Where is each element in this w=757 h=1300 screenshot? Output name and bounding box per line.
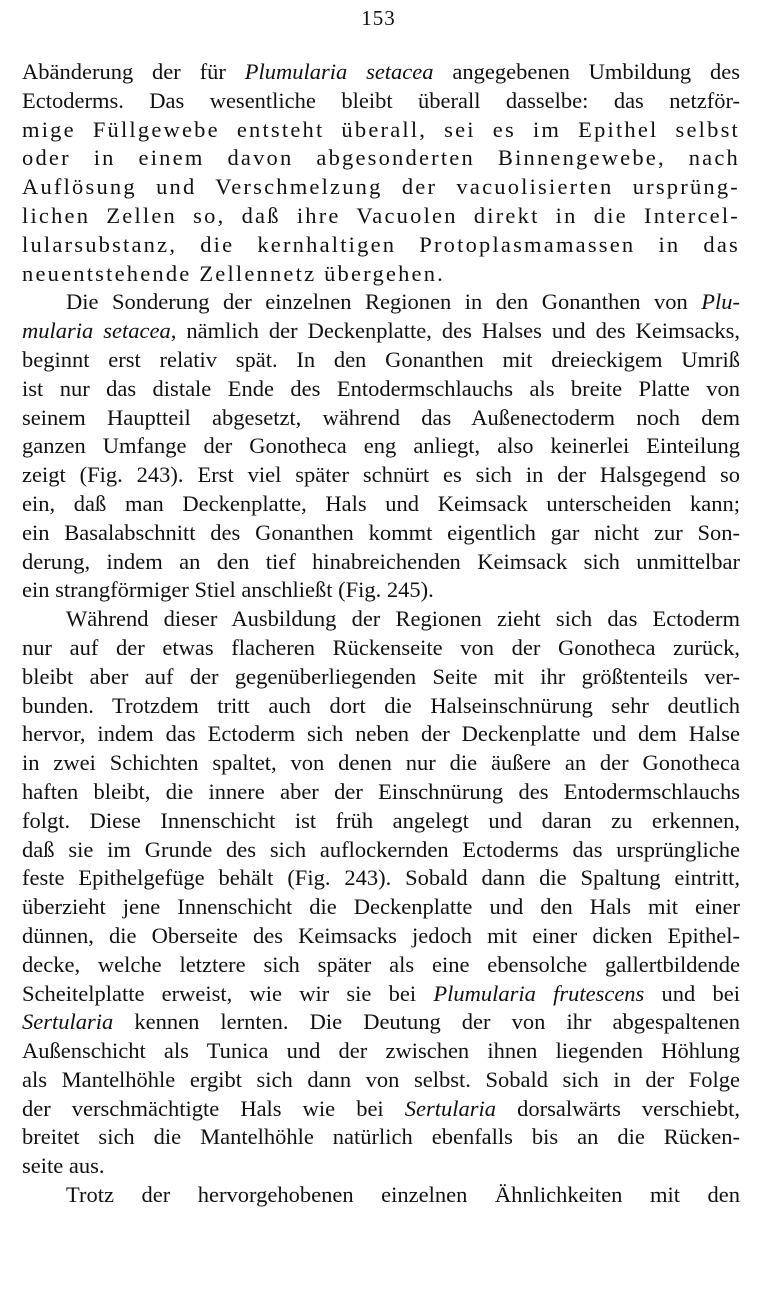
paragraph — [22, 1181, 740, 1210]
text-line: bunden. Trotzdem tritt auch dort die Halseinschnürung sehr deutlich — [22, 692, 740, 718]
text-line: ein strangförmiger Stiel anschließt (Fig. 245). — [22, 577, 434, 603]
text-line: decke, welche letztere sich später als eine ebensolche gallertbildende — [22, 951, 740, 977]
text-line: lichen Zellen so, daß ihre Vacuolen direkt in die Intercel- — [22, 202, 740, 228]
text-line: folgt. Diese Innenschicht ist früh angelegt und daran zu erkennen, — [22, 807, 740, 833]
text-line: derung, indem an den tief hinabreichenden Keimsack sich unmittelbar — [22, 548, 740, 574]
body-text — [22, 58, 740, 1210]
text-line: daß sie im Grunde des sich auflockernden Ectoderms das ursprüngliche — [22, 836, 740, 862]
text-line: hervor, indem das Ectoderm sich neben der Deckenplatte und dem Halse — [22, 721, 740, 747]
text-line: lularsubstanz, die kernhaltigen Protoplasmamassen in das — [22, 231, 740, 257]
paragraph — [22, 288, 740, 605]
text-line: haften bleibt, die innere aber der Einschnürung des Entodermschlauchs — [22, 778, 740, 804]
text-line: beginnt erst relativ spät. In den Gonanthen mit dreieckigem Umriß — [22, 346, 740, 372]
text-line: seinem Hauptteil abgesetzt, während das Außenectoderm noch dem — [22, 404, 740, 430]
text-line: überzieht jene Innenschicht die Deckenplatte und den Hals mit einer — [22, 894, 740, 920]
text-line: Scheitelplatte erweist, wie wir sie bei Plumularia frutescens und bei — [22, 980, 741, 1006]
text-line: Trotz der hervorgehobenen einzelnen Ähnlichkeiten mit den — [66, 1182, 740, 1208]
paragraph — [22, 58, 740, 288]
text-line: Sertularia kennen lernten. Die Deutung der von ihr abgespaltenen — [22, 1009, 740, 1035]
text-line: Die Sonderung der einzelnen Regionen in den Gonanthen von Plu- — [66, 289, 740, 315]
text-line: mularia setacea, nämlich der Deckenplatte, des Halses und des Keimsacks, — [22, 318, 740, 344]
text-line: in zwei Schichten spaltet, von denen nur die äußere an der Gonotheca — [22, 750, 740, 776]
text-line: nur auf der etwas flacheren Rückenseite von der Gonotheca zurück, — [22, 634, 740, 660]
text-line: seite aus. — [22, 1153, 105, 1179]
text-line: zeigt (Fig. 243). Erst viel später schnürt es sich in der Halsgegend so — [22, 462, 740, 488]
text-line: breitet sich die Mantelhöhle natürlich ebenfalls bis an die Rücken- — [22, 1124, 740, 1150]
text-line: Ectoderms. Das wesentliche bleibt überall dasselbe: das netzför- — [22, 87, 740, 113]
text-line: feste Epithelgefüge behält (Fig. 243). Sobald dann die Spaltung eintritt, — [22, 865, 740, 891]
text-line: ein, daß man Deckenplatte, Hals und Keimsack unterscheiden kann; — [22, 490, 740, 516]
text-line: dünnen, die Oberseite des Keimsacks jedoch mit einer dicken Epithel- — [22, 922, 740, 948]
page-number: 153 — [361, 6, 396, 30]
text-line: Auflösung und Verschmelzung der vacuolisierten ursprüng- — [22, 174, 740, 200]
paragraph — [22, 605, 740, 1181]
text-line: Während dieser Ausbildung der Regionen zieht sich das Ectoderm — [66, 606, 740, 632]
text-line: Außenschicht als Tunica und der zwischen ihnen liegenden Höhlung — [22, 1038, 740, 1064]
text-line: ein Basalabschnitt des Gonanthen kommt eigentlich gar nicht zur Son- — [22, 519, 740, 545]
text-line: der verschmächtigte Hals wie bei Sertularia dorsalwärts verschiebt, — [22, 1095, 740, 1121]
text-line: oder in einem davon abgesonderten Binnengewebe, nach — [22, 145, 740, 171]
text-line: Abänderung der für Plumularia setacea angegebenen Umbildung des — [22, 59, 740, 84]
text-line: als Mantelhöhle ergibt sich dann von selbst. Sobald sich in der Folge — [22, 1066, 740, 1092]
text-line: bleibt aber auf der gegenüberliegenden Seite mit ihr größtenteils ver- — [22, 663, 740, 689]
text-line: ganzen Umfange der Gonotheca eng anliegt, also keinerlei Einteilung — [22, 433, 740, 459]
text-line: neuentstehende Zellennetz übergehen. — [22, 260, 446, 286]
text-line: ist nur das distale Ende des Entodermschlauchs als breite Platte von — [22, 375, 740, 401]
text-line: mige Füllgewebe entsteht überall, sei es im Epithel selbst — [22, 116, 740, 142]
